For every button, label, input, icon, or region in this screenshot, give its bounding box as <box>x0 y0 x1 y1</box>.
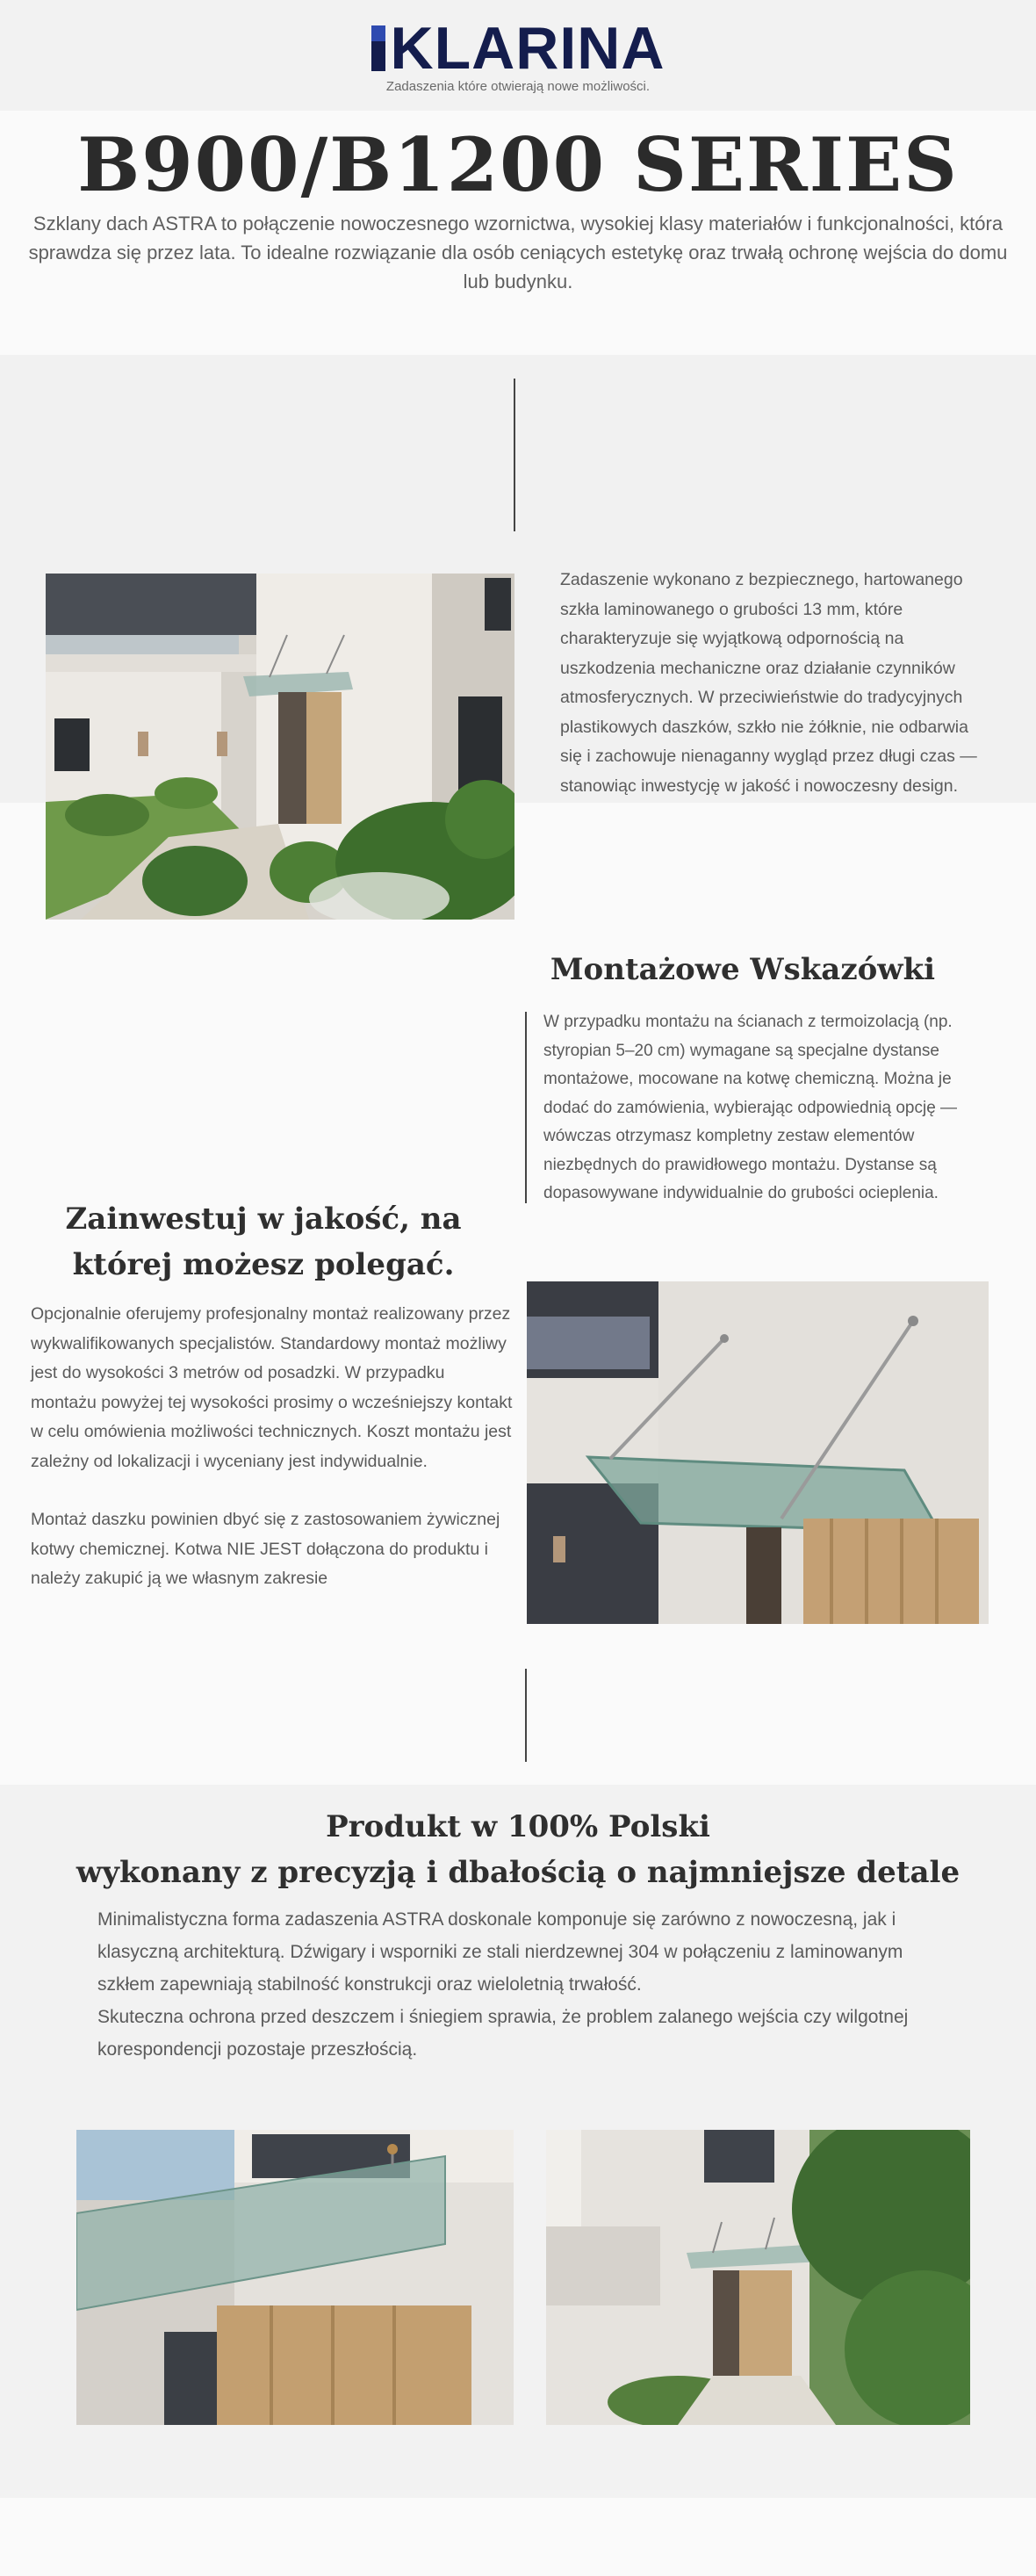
hero-description: Szklany dach ASTRA to połączenie nowoczesnego wzornictwa, wysokiej klasy materiałów i funkcjonalności, która sprawdza się przez lata. To idealne rozwiązanie dla osób ceniących estetykę oraz trwałą ochronę wejścia do domu lub budynku. <box>28 213 1008 292</box>
polish-text <box>97 1903 940 2066</box>
intro-photo <box>46 574 514 920</box>
canopy-facade-photo <box>76 2130 514 2425</box>
logo-bar-icon <box>371 25 391 71</box>
divider-line <box>525 1669 527 1762</box>
hints-accent-bar <box>525 1012 527 1203</box>
divider-line <box>514 379 515 531</box>
invest-text <box>31 1300 514 1594</box>
invest-title-line1: Zainwestuj w jakość, na <box>65 1201 462 1237</box>
tagline: Zadaszenia które otwierają nowe możliwości. <box>385 79 651 94</box>
hints-text: W przypadku montażu na ścianach z termoizolacją (np. styropian 5–20 cm) wymagane są specjalne dystanse montażowe, mocowane na kotwę chemiczną. Można je dodać do zamówienia, wybierając odpowiednią opcję — wówczas otrzymasz kompletny zestaw elementów niezbędnych do prawidłowego montażu. Dystanse są dopasowywane indywidualnie do grubości ocieplenia. <box>543 1013 958 1202</box>
hints-title: Montażowe Wskazówki <box>550 952 936 987</box>
logo-text: KLARINA <box>390 15 665 82</box>
canopy-closeup-photo <box>527 1281 989 1624</box>
polish-paragraph-2: Skuteczna ochrona przed deszczem i śniegiem sprawia, że problem zalanego wejścia czy wilgotnej korespondencji pozostaje przeszłością. <box>97 2007 909 2060</box>
invest-paragraph-1: Opcjonalnie oferujemy profesjonalny montaż realizowany przez wykwalifikowanych specjalistów. Standardowy montaż możliwy jest do wysokości 3 metrów od posadzki. W przypadku montażu powyżej tej wysokości prosimy o wcześniejszy kontakt w celu omówienia możliwości technicznych. Koszt montażu jest zależny od lokalizacji i wyceniany jest indywidualnie. <box>31 1304 513 1471</box>
invest-title <box>53 1196 474 1288</box>
invest-title-line2: której możesz polegać. <box>72 1247 455 1282</box>
page-title: B900/B1200 SERIES <box>77 121 959 208</box>
polish-title-line2: wykonany z precyzją i dbałością o najmniejsze detale <box>76 1855 960 1890</box>
brand-logo[interactable] <box>0 15 1036 82</box>
polish-title <box>0 1804 1036 1895</box>
entrance-garden-photo <box>546 2130 970 2425</box>
invest-paragraph-2: Montaż daszku powinien dbyć się z zastosowaniem żywicznej kotwy chemicznej. Kotwa NIE JEST dołączona do produktu i należy zakupić ją we własnym zakresie <box>31 1510 500 1588</box>
polish-paragraph-1: Minimalistyczna forma zadaszenia ASTRA doskonale komponuje się zarówno z nowoczesną, jak i klasyczną architekturą. Dźwigary i wsporniki ze stali nierdzewnej 304 w połączeniu z laminowanym szkłem zapewniają stabilność konstrukcji oraz wieloletnią trwałość. <box>97 1909 903 1995</box>
intro-text: Zadaszenie wykonano z bezpiecznego, hartowanego szkła laminowanego o grubości 13 mm, które charakteryzuje się wyjątkową odpornością na uszkodzenia mechaniczne oraz działanie czynników atmosferycznych. W przeciwieństwie do tradycyjnych plastikowych daszków, szkło nie żółknie, nie odbarwia się i zachowuje nienaganny wygląd przez długi czas — stanowiąc inwestycję w jakość i nowoczesny design. <box>560 570 977 796</box>
polish-title-line1: Produkt w 100% Polski <box>326 1809 710 1844</box>
